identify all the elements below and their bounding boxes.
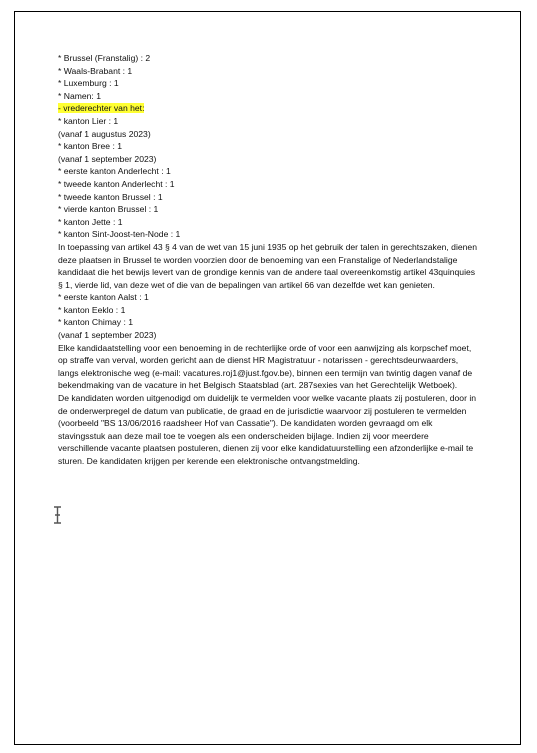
list-item: (vanaf 1 augustus 2023)	[58, 128, 151, 139]
list-item: * tweede kanton Anderlecht : 1	[58, 178, 175, 189]
list-item: * kanton Chimay : 1	[58, 317, 133, 328]
list-item: * kanton Sint-Joost-ten-Node : 1	[58, 229, 181, 240]
list-item: * kanton Lier : 1	[58, 115, 119, 126]
highlight-text: - vrederechter van het:	[58, 103, 145, 114]
list-item: * kanton Eeklo : 1	[58, 304, 126, 315]
list-item: * kanton Jette : 1	[58, 216, 123, 227]
list-item: * eerste kanton Aalst : 1	[58, 292, 149, 303]
list-item: (vanaf 1 september 2023)	[58, 153, 157, 164]
list-item: * Waals-Brabant : 1	[58, 65, 133, 76]
highlighted-heading	[58, 102, 478, 115]
document-body[interactable]	[58, 52, 478, 468]
candidates-paragraph: De kandidaten worden uitgenodigd om duidelijk te vermelden voor welke vacante plaats zij postuleren, door in de onderwerpregel de datum van publicatie, de graad en de jurisdictie waarvoor zij postuleren te vermelden (voorbeeld "BS 13/06/2016 raadsheer Hof van Cassatie"). De kandidaten worden gevraagd om elk stavingsstuk aan deze mail toe te voegen als een onderscheiden bijlage. Indien zij voor meerdere verschillende vacante plaatsen postuleren, dienen zij voor elke kandidatuurstelling een afzonderlijke e-mail te sturen. De kandidaten krijgen per kerende een elektronische ontvangstmelding.	[58, 393, 477, 466]
text-cursor-icon	[53, 506, 62, 524]
list-item: * kanton Bree : 1	[58, 141, 123, 152]
language-paragraph: In toepassing van artikel 43 § 4 van de wet van 15 juni 1935 op het gebruik der talen in gerechtszaken, dienen deze plaatsen in Brussel te worden voorzien door de benoeming van een Franstalige of Nederlandstalige kandidaat die het bewijs levert van de grondige kennis van de andere taal overeenkomstig artikel 43quinquies § 1, vierde lid, van deze wet of die van de bepalingen van artikel 66 van dezelfde wet kan genieten.	[58, 241, 477, 290]
list-item: * tweede kanton Brussel : 1	[58, 191, 163, 202]
list-item: * eerste kanton Anderlecht : 1	[58, 166, 171, 177]
list-item: * Brussel (Franstalig) : 2	[58, 53, 151, 63]
application-paragraph: Elke kandidaatstelling voor een benoeming in de rechterlijke orde of voor een aanwijzing als korpschef moet, op straffe van verval, worden gericht aan de dienst HR Magistratuur - notarissen - gerechtsdeurwaarders, langs elektronische weg (e-mail: vacatures.roj1@just.fgov.be), binnen een termijn van twintig dagen vanaf de bekendmaking van de vacature in het Belgisch Staatsblad (art. 287sexies van het Gerechtelijk Wetboek).	[58, 342, 473, 391]
list-item: (vanaf 1 september 2023)	[58, 330, 157, 341]
list-item: * Luxemburg : 1	[58, 78, 119, 89]
document-page[interactable]	[14, 11, 521, 745]
list-item: * vierde kanton Brussel : 1	[58, 204, 159, 215]
list-item: * Namen: 1	[58, 90, 101, 101]
